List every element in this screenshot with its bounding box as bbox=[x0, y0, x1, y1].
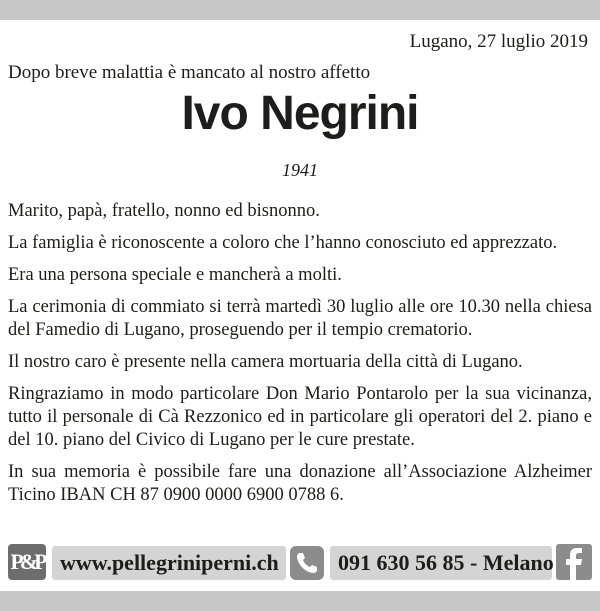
paragraph-family-roles: Marito, papà, fratello, nonno ed bisnonno. bbox=[8, 201, 320, 221]
website-link[interactable]: www.pellegriniperni.ch bbox=[52, 546, 286, 580]
facebook-icon[interactable] bbox=[556, 544, 592, 580]
paragraph-mortuary: Il nostro caro è presente nella camera mortuaria della città di Lugano. bbox=[8, 352, 523, 372]
deceased-name: Ivo Negrini bbox=[181, 87, 419, 140]
phone-contact[interactable]: 091 630 56 85 - Melano bbox=[330, 546, 552, 580]
notice-body bbox=[8, 200, 592, 516]
paragraph-ceremony: La cerimonia di commiato si terrà martedì 30 luglio alle ore 10.30 nella chiesa del Famedio di Lugano, proseguendo per il tempio crematorio. bbox=[8, 297, 592, 340]
top-bar bbox=[0, 0, 600, 20]
pp-logo-icon: P&P bbox=[8, 544, 46, 580]
place-date: Lugano, 27 luglio 2019 bbox=[409, 31, 588, 52]
paragraph-donation: In sua memoria è possibile fare una donazione all’Associazione Alzheimer Ticino IBAN CH 87 0900 0000 6900 0788 6. bbox=[8, 462, 592, 505]
paragraph-special-person: Era una persona speciale e mancherà a molti. bbox=[8, 265, 342, 285]
footer bbox=[8, 543, 592, 583]
paragraph-gratitude: La famiglia è riconoscente a coloro che l’hanno conosciuto ed apprezzato. bbox=[8, 233, 558, 253]
bottom-bar bbox=[0, 591, 600, 611]
birth-year: 1941 bbox=[282, 160, 318, 180]
paragraph-thanks: Ringraziamo in modo particolare Don Mario Pontarolo per la sua vicinanza, tutto il personale di Cà Rezzonico ed in particolare gli operatori del 2. piano e del 10. piano del Civico di Lugano per le cure prestate. bbox=[8, 384, 592, 450]
intro-line: Dopo breve malattia è mancato al nostro affetto bbox=[8, 62, 371, 83]
phone-icon bbox=[290, 546, 324, 580]
